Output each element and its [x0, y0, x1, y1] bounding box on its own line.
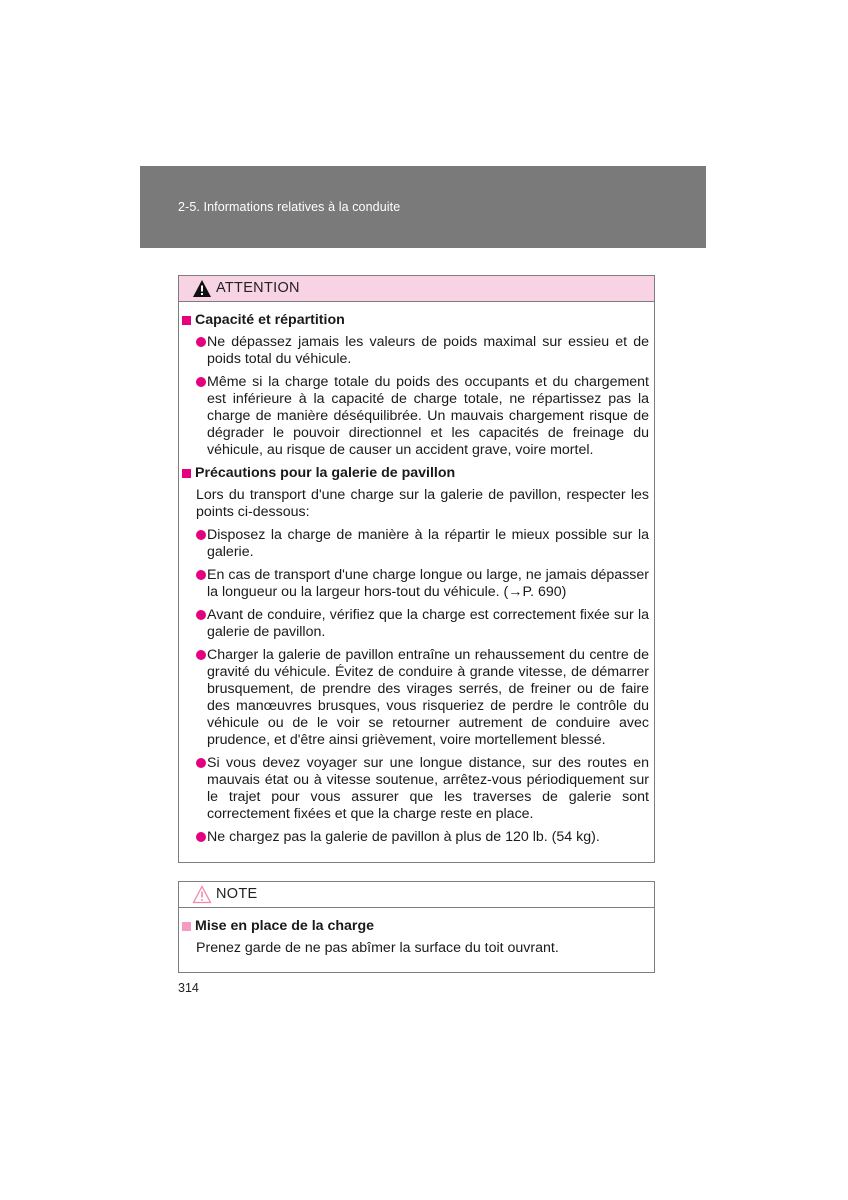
section-title: 2-5. Informations relatives à la conduite	[178, 200, 401, 214]
list-item: En cas de transport d'une charge longue ou large, ne jamais dépasser la longueur ou la largeur hors-tout du véhicule. (→P. 690)	[182, 567, 649, 601]
bullet-dot-icon	[196, 570, 206, 580]
list-item: Charger la galerie de pavillon entraîne un rehaussement du centre de gravité du véhicule. Évitez de conduire à grande vitesse, de démarrer brusquement, de prendre des virages serrés, de freiner ou de faire des manœuvres brusques, vous risqueriez de perdre le contrôle du véhicule ou de le voir se retourner autrement de conduire avec prudence, et d'être ainsi grièvement, voire mortellement blessé.	[182, 647, 649, 749]
intro-paragraph: Lors du transport d'une charge sur la galerie de pavillon, respecter les points ci-dessous:	[196, 487, 649, 520]
bullet-dot-icon	[196, 530, 206, 540]
warning-triangle-icon	[192, 279, 212, 298]
bullet-dot-icon	[196, 610, 206, 620]
attention-header	[179, 276, 654, 302]
square-bullet-icon	[182, 316, 191, 325]
subheading-roof-rack: Précautions pour la galerie de pavillon	[182, 465, 649, 482]
note-paragraph: Prenez garde de ne pas abîmer la surface du toit ouvrant.	[196, 940, 559, 956]
list-item: Ne chargez pas la galerie de pavillon à plus de 120 lb. (54 kg).	[182, 829, 649, 846]
list-item: Avant de conduire, vérifiez que la charge est correctement fixée sur la galerie de pavillon.	[182, 607, 649, 641]
attention-box	[178, 275, 655, 863]
list-item: Ne dépassez jamais les valeurs de poids maximal sur essieu et de poids total du véhicule.	[182, 334, 649, 368]
note-header	[179, 882, 654, 908]
note-label: NOTE	[216, 886, 258, 902]
subheading-load-placement: Mise en place de la charge	[182, 918, 649, 935]
section-header	[140, 166, 706, 248]
bullet-dot-icon	[196, 337, 206, 347]
bullet-dot-icon	[196, 832, 206, 842]
square-bullet-icon	[182, 922, 191, 931]
list-item: Même si la charge totale du poids des occupants et du chargement est inférieure à la capacité de charge totale, ne répartissez pas la charge de manière déséquilibrée. Un mauvais chargement risque de dégrader le pouvoir directionnel et les capacités de freinage du véhicule, au risque de causer un accident grave, voire mortel.	[182, 374, 649, 459]
bullet-dot-icon	[196, 377, 206, 387]
square-bullet-icon	[182, 469, 191, 478]
list-item: Disposez la charge de manière à la répartir le mieux possible sur la galerie.	[182, 527, 649, 561]
bullet-dot-icon	[196, 650, 206, 660]
attention-label: ATTENTION	[216, 280, 300, 296]
bullet-dot-icon	[196, 758, 206, 768]
note-box	[178, 881, 655, 973]
warning-triangle-outline-icon	[192, 885, 212, 904]
page-number: 314	[178, 981, 199, 995]
list-item: Si vous devez voyager sur une longue distance, sur des routes en mauvais état ou à vitesse soutenue, arrêtez-vous périodiquement sur le trajet pour vous assurer que les traverses de galerie sont correctement fixées et que la charge reste en place.	[182, 755, 649, 823]
subheading-capacity: Capacité et répartition	[182, 312, 649, 329]
